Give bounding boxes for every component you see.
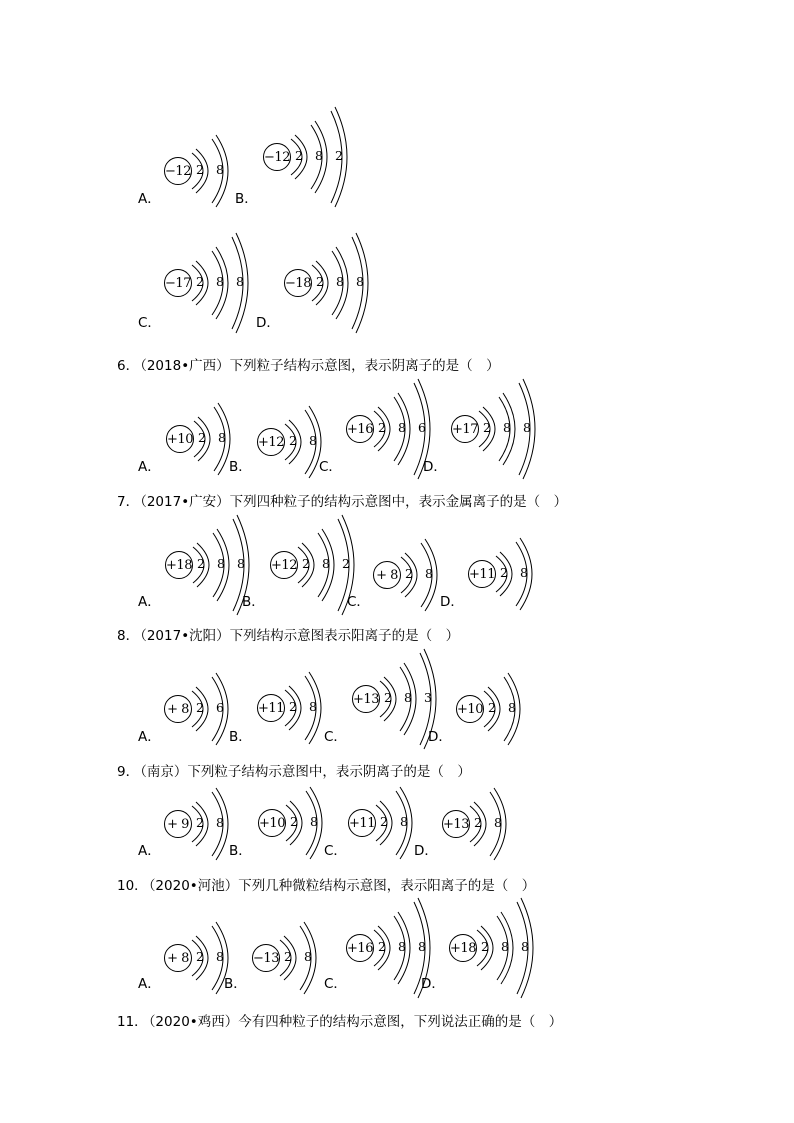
nucleus-charge: +10 [258,809,286,837]
electron-count: 2 [197,556,205,571]
option-letter: B． [224,976,247,992]
electron-count: 8 [236,274,244,289]
option-letter: C． [319,459,342,475]
electron-count: 2 [289,433,297,448]
electron-count: 2 [384,690,392,705]
atom-structure-diagram [255,648,343,768]
option-letter: C． [324,729,347,745]
question-number: 8． [117,628,140,644]
option-letter: D． [414,843,438,859]
electron-count: 8 [400,814,408,829]
question-text: （2017•广安）下列四种粒子的结构示意图中，表示金属离子的是（ ） [140,494,568,510]
nucleus-charge: +11 [257,694,285,722]
question-text: （2018•广西）下列粒子结构示意图，表示阴离子的是（ ） [140,358,500,374]
option-letter: A． [138,459,161,475]
electron-count: 2 [316,274,324,289]
nucleus-charge: + 8 [164,944,192,972]
nucleus-charge: + 9 [164,810,192,838]
electron-count: 2 [196,949,204,964]
nucleus-charge: +11 [348,809,376,837]
atom-structure-diagram [447,888,555,1008]
option-letter: D． [440,594,464,610]
option-letter: A． [138,594,161,610]
electron-count: 8 [508,700,516,715]
option-letter: A． [138,976,161,992]
electron-count: 2 [342,556,350,571]
electron-count: 8 [356,274,364,289]
electron-count: 2 [378,939,386,954]
electron-count: 8 [398,420,406,435]
electron-count: 8 [418,939,426,954]
electron-count: 2 [295,148,303,163]
electron-count: 8 [520,565,528,580]
atom-structure-diagram [466,514,554,634]
electron-count: 2 [380,814,388,829]
nucleus-charge: +16 [346,415,374,443]
nucleus-charge: +12 [257,428,285,456]
electron-count: 8 [315,148,323,163]
electron-count: 6 [418,420,426,435]
option-letter: C． [324,843,347,859]
nucleus-charge: + 8 [164,695,192,723]
electron-count: 8 [494,815,502,830]
nucleus-charge: +18 [165,551,193,579]
electron-count: 8 [501,939,509,954]
atom-structure-diagram [256,763,344,883]
electron-count: 8 [503,420,511,435]
option-letter: A． [138,191,161,207]
atom-structure-diagram [440,764,528,884]
nucleus-charge: + 8 [373,561,401,589]
option-letter: A． [138,729,161,745]
atom-structure-diagram [255,382,343,502]
electron-count: 2 [483,420,491,435]
electron-count: 8 [218,430,226,445]
electron-count: 8 [237,556,245,571]
electron-count: 2 [290,814,298,829]
electron-count: 8 [322,556,330,571]
option-letter: D． [423,459,447,475]
atom-structure-diagram [454,649,542,769]
electron-count: 8 [216,949,224,964]
electron-count: 2 [196,274,204,289]
option-letter: D． [421,976,445,992]
question-text: （2020•河池）下列几种微粒结构示意图，表示阳离子的是（ ） [148,878,536,894]
electron-count: 8 [216,274,224,289]
electron-count: 8 [310,814,318,829]
atom-structure-diagram [164,379,252,499]
question-text: （2020•鸡西）今有四种粒子的结构示意图，下列说法正确的是（ ） [148,1014,563,1030]
electron-count: 8 [216,162,224,177]
option-letter: B． [235,191,258,207]
electron-count: 2 [500,565,508,580]
atom-structure-diagram [162,111,250,231]
question-number: 7． [117,494,140,510]
electron-count: 2 [405,566,413,581]
electron-count: 2 [196,162,204,177]
nucleus-charge: −12 [164,157,192,185]
electron-count: 2 [196,815,204,830]
atom-structure-diagram [162,649,250,769]
electron-count: 8 [404,690,412,705]
nucleus-charge: +10 [456,695,484,723]
nucleus-charge: −18 [284,269,312,297]
electron-count: 8 [523,420,531,435]
electron-count: 2 [488,700,496,715]
nucleus-charge: −17 [164,269,192,297]
electron-count: 3 [424,690,432,705]
nucleus-charge: +13 [442,810,470,838]
question-text: （2017•沈阳）下列结构示意图表示阳离子的是（ ） [140,628,460,644]
electron-count: 8 [217,556,225,571]
option-letter: B． [242,594,265,610]
option-letter: B． [229,729,252,745]
question-number: 6． [117,358,140,374]
electron-count: 2 [196,700,204,715]
electron-count: 8 [425,566,433,581]
electron-count: 2 [198,430,206,445]
option-letter: D． [256,315,280,331]
electron-count: 8 [521,939,529,954]
question-text: （南京）下列粒子结构示意图中，表示阴离子的是（ ） [140,764,471,780]
option-letter: A． [138,843,161,859]
option-letter: C． [138,315,161,331]
atom-structure-diagram [282,223,390,343]
electron-count: 8 [309,433,317,448]
nucleus-charge: +10 [166,425,194,453]
question-number: 10． [117,878,148,894]
nucleus-charge: −12 [263,143,291,171]
atom-structure-diagram [261,97,369,217]
atom-structure-diagram [250,898,338,1018]
electron-count: 8 [309,699,317,714]
nucleus-charge: +12 [270,551,298,579]
question-number: 9． [117,764,140,780]
nucleus-charge: +18 [449,934,477,962]
option-letter: D． [428,729,452,745]
electron-count: 2 [302,556,310,571]
option-letter: B． [229,459,252,475]
electron-count: 2 [474,815,482,830]
electron-count: 8 [304,949,312,964]
electron-count: 2 [481,939,489,954]
question-number: 11． [117,1014,148,1030]
atom-structure-diagram [162,898,250,1018]
atom-structure-diagram [449,369,557,489]
electron-count: 8 [216,815,224,830]
electron-count: 2 [335,148,343,163]
atom-structure-diagram [162,764,250,884]
electron-count: 2 [378,420,386,435]
electron-count: 8 [398,939,406,954]
option-letter: C． [324,976,347,992]
nucleus-charge: +17 [451,415,479,443]
option-letter: C． [347,594,370,610]
nucleus-charge: +13 [352,685,380,713]
electron-count: 2 [284,949,292,964]
atom-structure-diagram [162,223,270,343]
nucleus-charge: −13 [252,944,280,972]
electron-count: 6 [216,700,224,715]
nucleus-charge: +11 [468,560,496,588]
electron-count: 8 [336,274,344,289]
nucleus-charge: +16 [346,934,374,962]
atom-structure-diagram [371,515,459,635]
electron-count: 2 [289,699,297,714]
atom-structure-diagram [346,763,434,883]
option-letter: B． [229,843,252,859]
